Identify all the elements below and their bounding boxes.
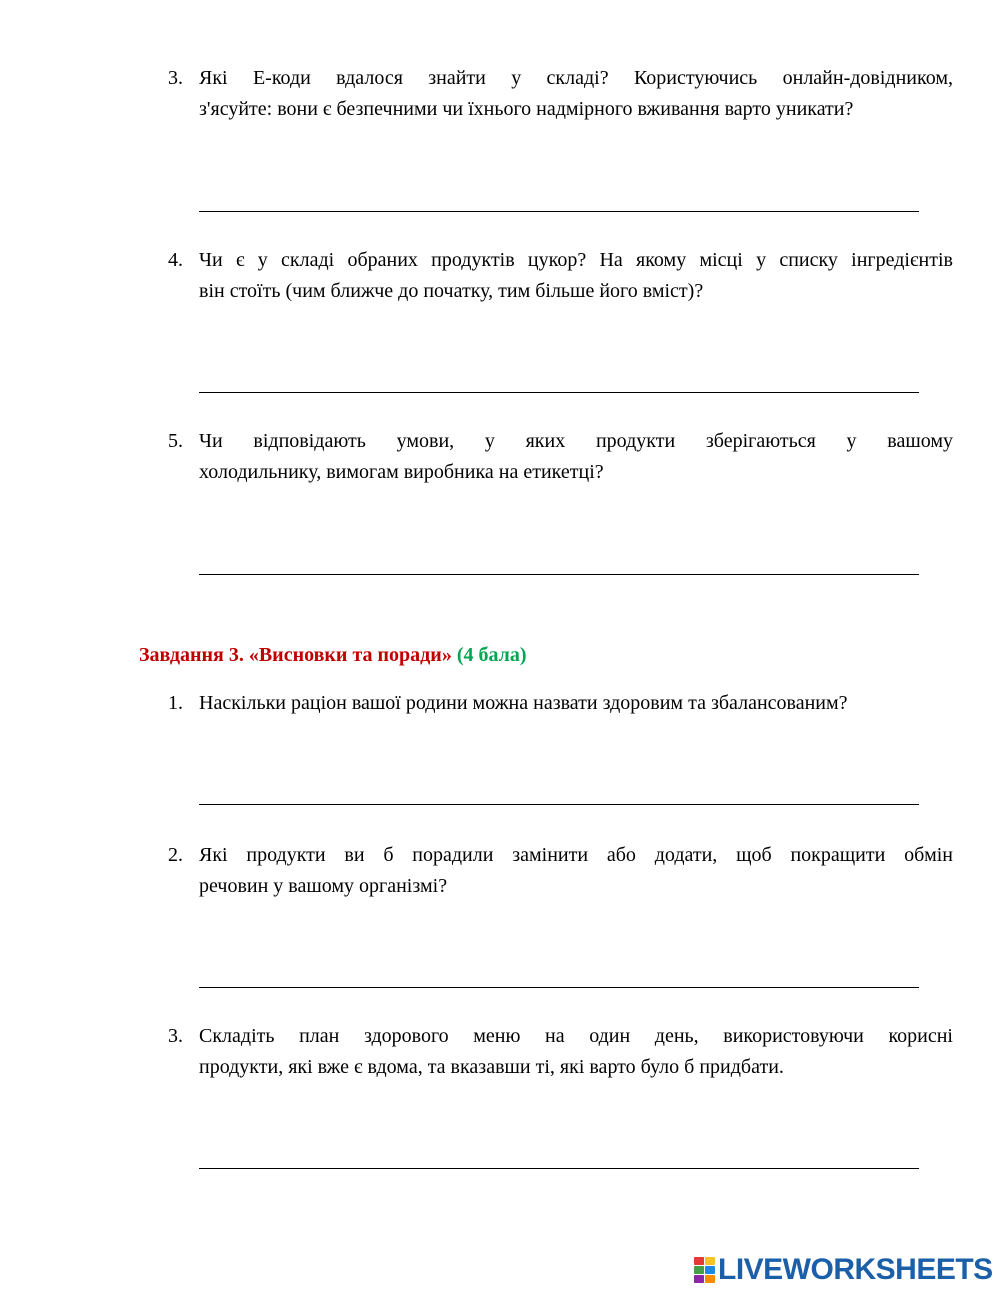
question-number: 3. [168, 1025, 183, 1047]
question-text [199, 426, 953, 488]
question-text [199, 245, 953, 307]
question-text [199, 840, 953, 902]
answer-line[interactable] [199, 987, 919, 988]
liveworksheets-logo-icon [694, 1257, 714, 1283]
question-text-line: речовин у вашому організмі? [199, 875, 448, 897]
answer-line[interactable] [199, 804, 919, 805]
logo-tile [705, 1266, 715, 1274]
question-text-line: Чи є у складі обраних продуктів цукор? На якому місці у списку інгредієнтів [199, 249, 953, 271]
answer-line[interactable] [199, 211, 919, 212]
question-item [168, 63, 953, 125]
question-number: 1. [168, 692, 183, 714]
question-text [199, 63, 953, 125]
question-text-line: Які продукти ви б порадили замінити або додати, щоб покращити обмін [199, 844, 953, 866]
logo-tile [694, 1257, 704, 1265]
question-text-line: Складіть план здорового меню на один день, використовуючи корисні [199, 1025, 953, 1047]
question-text-line: холодильнику, вимогам виробника на етикетці? [199, 461, 604, 483]
question-number: 3. [168, 67, 183, 89]
question-text [199, 688, 953, 719]
liveworksheets-brand [694, 1253, 993, 1287]
question-item [168, 245, 953, 307]
task-title: Завдання 3. «Висновки та поради» [139, 644, 452, 666]
question-text-line: з'ясуйте: вони є безпечними чи їхнього надмірного вживання варто уникати? [199, 98, 854, 120]
answer-line[interactable] [199, 574, 919, 575]
question-text [199, 1021, 953, 1083]
question-item [168, 688, 953, 719]
question-text-line: Чи відповідають умови, у яких продукти зберігаються у вашому [199, 430, 953, 452]
brand-wordmark: LIVEWORKSHEETS [718, 1253, 993, 1286]
logo-tile [694, 1266, 704, 1274]
question-text-line: він стоїть (чим ближче до початку, тим більше його вміст)? [199, 280, 704, 302]
question-text-line: продукти, які вже є вдома, та вказавши ті, які варто було б придбати. [199, 1056, 784, 1078]
question-number: 4. [168, 249, 183, 271]
question-item [168, 840, 953, 902]
logo-tile [694, 1275, 704, 1283]
task-heading [139, 640, 527, 670]
answer-line[interactable] [199, 392, 919, 393]
question-text-line: Які Е-коди вдалося знайти у складі? Користуючись онлайн-довідником, [199, 67, 953, 89]
question-number: 2. [168, 844, 183, 866]
task-points: (4 бала) [456, 644, 527, 666]
answer-line[interactable] [199, 1168, 919, 1169]
question-item [168, 426, 953, 488]
question-text-line: Наскільки раціон вашої родини можна назвати здоровим та збалансованим? [199, 692, 848, 714]
question-number: 5. [168, 430, 183, 452]
logo-tile [705, 1257, 715, 1265]
question-item [168, 1021, 953, 1083]
logo-tile [705, 1275, 715, 1283]
